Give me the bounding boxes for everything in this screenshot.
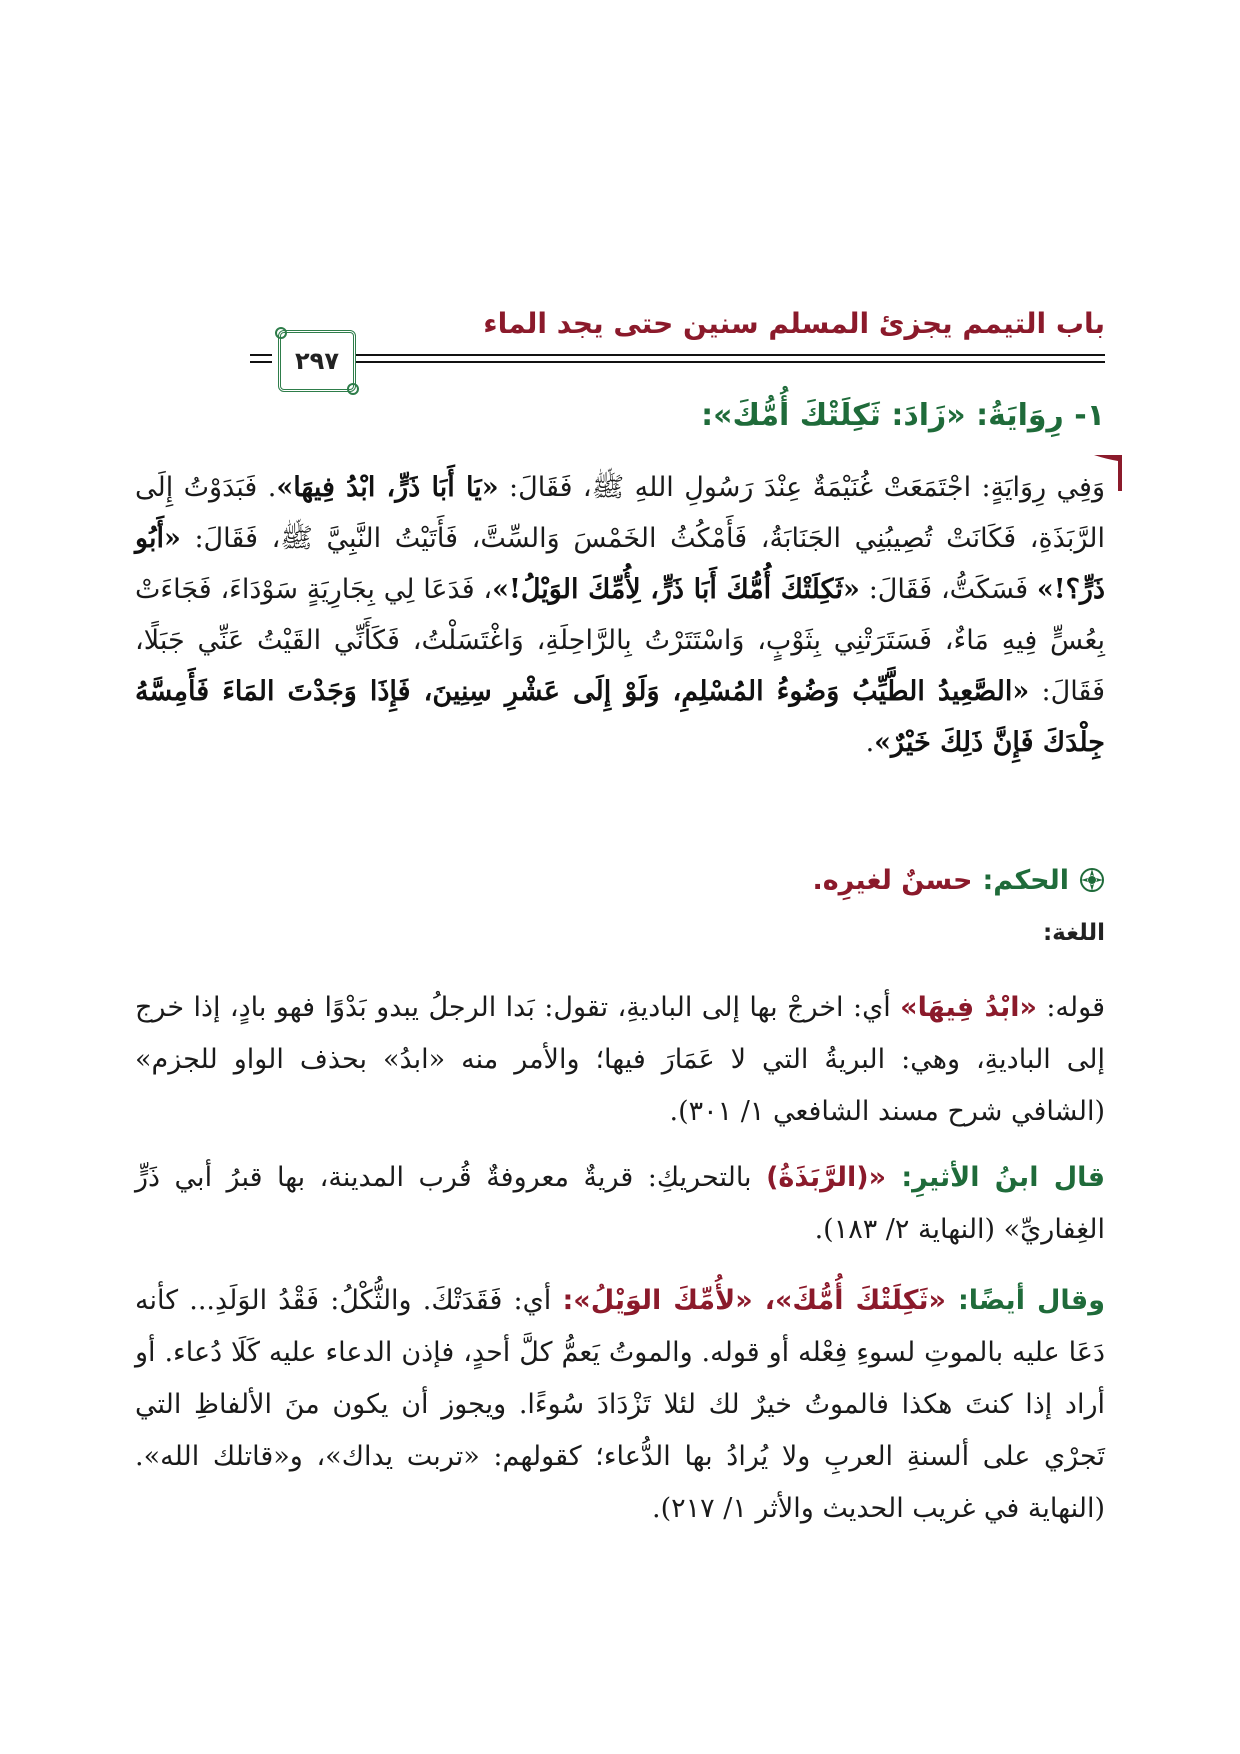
hadith-segment: . فَبَدَوْتُ إِلَى الرَّبَذَةِ، فَكَانَتْ تُصِيبُنِي الجَنَابَةُ، فَأَمْكُثُ الخَمْسَ وَالسِّتَّ، فَأَتَيْتُ النَّبِيَّ ﷺ، فَقَالَ:	[135, 472, 1105, 554]
header-rule-top	[345, 354, 1105, 356]
hadith-segment: وَفِي رِوَايَةٍ: اجْتَمَعَتْ غُنَيْمَةٌ عِنْدَ رَسُولِ اللهِ ﷺ، فَقَالَ:	[498, 472, 1105, 503]
page-number: ٢٩٧	[295, 347, 339, 375]
hadith-quote: «يَا أَبَا ذَرٍّ، ابْدُ فِيهَا»	[276, 472, 499, 503]
header-rule-left-bottom	[250, 361, 272, 363]
running-title: باب التيمم يجزئ المسلم سنين حتى يجد الماء	[483, 307, 1105, 340]
page-number-badge	[278, 330, 356, 392]
paragraph-ibdu	[135, 982, 1105, 1142]
para-text: بالتحريكِ: قريةٌ معروفةٌ قُرب المدينة، بها قبرُ أبي ذَرٍّ الغِفاريِّ» (النهاية ٢/ ١٨٣).	[135, 1162, 1105, 1245]
para-lead: قال ابنُ الأثيرِ:	[886, 1162, 1105, 1193]
section-heading: ١- رِوَايَةُ: «زَادَ: ثَكِلَتْكَ أُمُّكَ»:	[701, 398, 1105, 433]
para-term: «ثَكِلَتْكَ أُمُّكَ»، «لأُمِّكَ الوَيْلُ»:	[562, 1285, 946, 1316]
hadith-segment: .	[865, 727, 875, 758]
hadith-quote: «أَبُو ذَرٍّ؟!»	[135, 523, 1105, 605]
para-text: أي: اخرجْ بها إلى الباديةِ، تقول: بَدا الرجلُ يبدو بَدْوًا فهو بادٍ، إذا خرج إلى الباديةِ، وهي: البريةُ التي لا عَمَارَ فيها؛ والأمر منه «ابدُ» بحذف الواو للجزم» (الشافي شرح مسند الشافعي ١/ ٣٠١).	[135, 992, 1105, 1127]
header-rule-bottom	[345, 361, 1105, 363]
para-term: «ابْدُ فِيهَا»	[900, 992, 1037, 1023]
lugha-label: اللغة:	[1042, 920, 1105, 946]
para-lead: وقال أيضًا:	[946, 1285, 1105, 1316]
ruling-line	[205, 860, 1105, 900]
para-term: «(الرَّبَذَةُ)	[766, 1162, 887, 1193]
hadith-segment: ، فَدَعَا لِي بِجَارِيَةٍ سَوْدَاءَ، فَجَاءَتْ بِعُسٍّ فِيهِ مَاءٌ، فَسَتَرَتْنِي بِثَوْبٍ، وَاسْتَتَرْتُ بِالرَّاحِلَةِ، وَاغْتَسَلْتُ، فَكَأَنِّي القَيْتُ عَنِّي جَبَلًا، فَقَالَ:	[135, 574, 1105, 707]
hadith-quote: «الصَّعِيدُ الطَّيِّبُ وَضُوءُ المُسْلِمِ، وَلَوْ إِلَى عَشْرِ سِنِينَ، فَإِذَا وَجَدْتَ المَاءَ فَأَمِسَّهُ جِلْدَكَ فَإِنَّ ذَلِكَ خَيْرٌ»	[135, 676, 1105, 758]
hadith-text	[135, 462, 1105, 842]
hadith-segment: فَسَكَتُّ، فَقَالَ:	[859, 574, 1037, 605]
ruling-value: حسنٌ لغيرِه.	[812, 864, 973, 896]
paragraph-thakilatka	[135, 1275, 1105, 1545]
para-text: أي: فَقَدَتْكَ. والثُّكْلُ: فَقْدُ الوَلَدِ... كأنه دَعَا عليه بالموتِ لسوءِ فِعْله أو قوله. والموتُ يَعمُّ كلَّ أحدٍ، فإذن الدعاء عليه كَلَا دُعاء. أو أراد إذا كنتَ هكذا فالموتُ خيرٌ لك لئلا تَزْدَادَ سُوءًا. ويجوز أن يكون منَ الألفاظِ التي تَجرْي على ألسنةِ العربِ ولا يُرادُ بها الدُّعاء؛ كقولهم: «تربت يداك»، و«قاتلك الله». (النهاية في غريب الحديث والأثر ١/ ٢١٧).	[135, 1285, 1105, 1524]
ruling-label: الحكم:	[982, 864, 1069, 896]
para-prefix: قوله:	[1036, 992, 1105, 1023]
paragraph-rabadha	[135, 1152, 1105, 1262]
hadith-quote: «ثَكِلَتْكَ أُمُّكَ أَبَا ذَرٍّ، لِأُمِّكَ الوَيْلُ!»	[492, 574, 860, 605]
flower-ornament-icon	[1079, 867, 1105, 893]
header-rule-left-top	[250, 354, 272, 356]
